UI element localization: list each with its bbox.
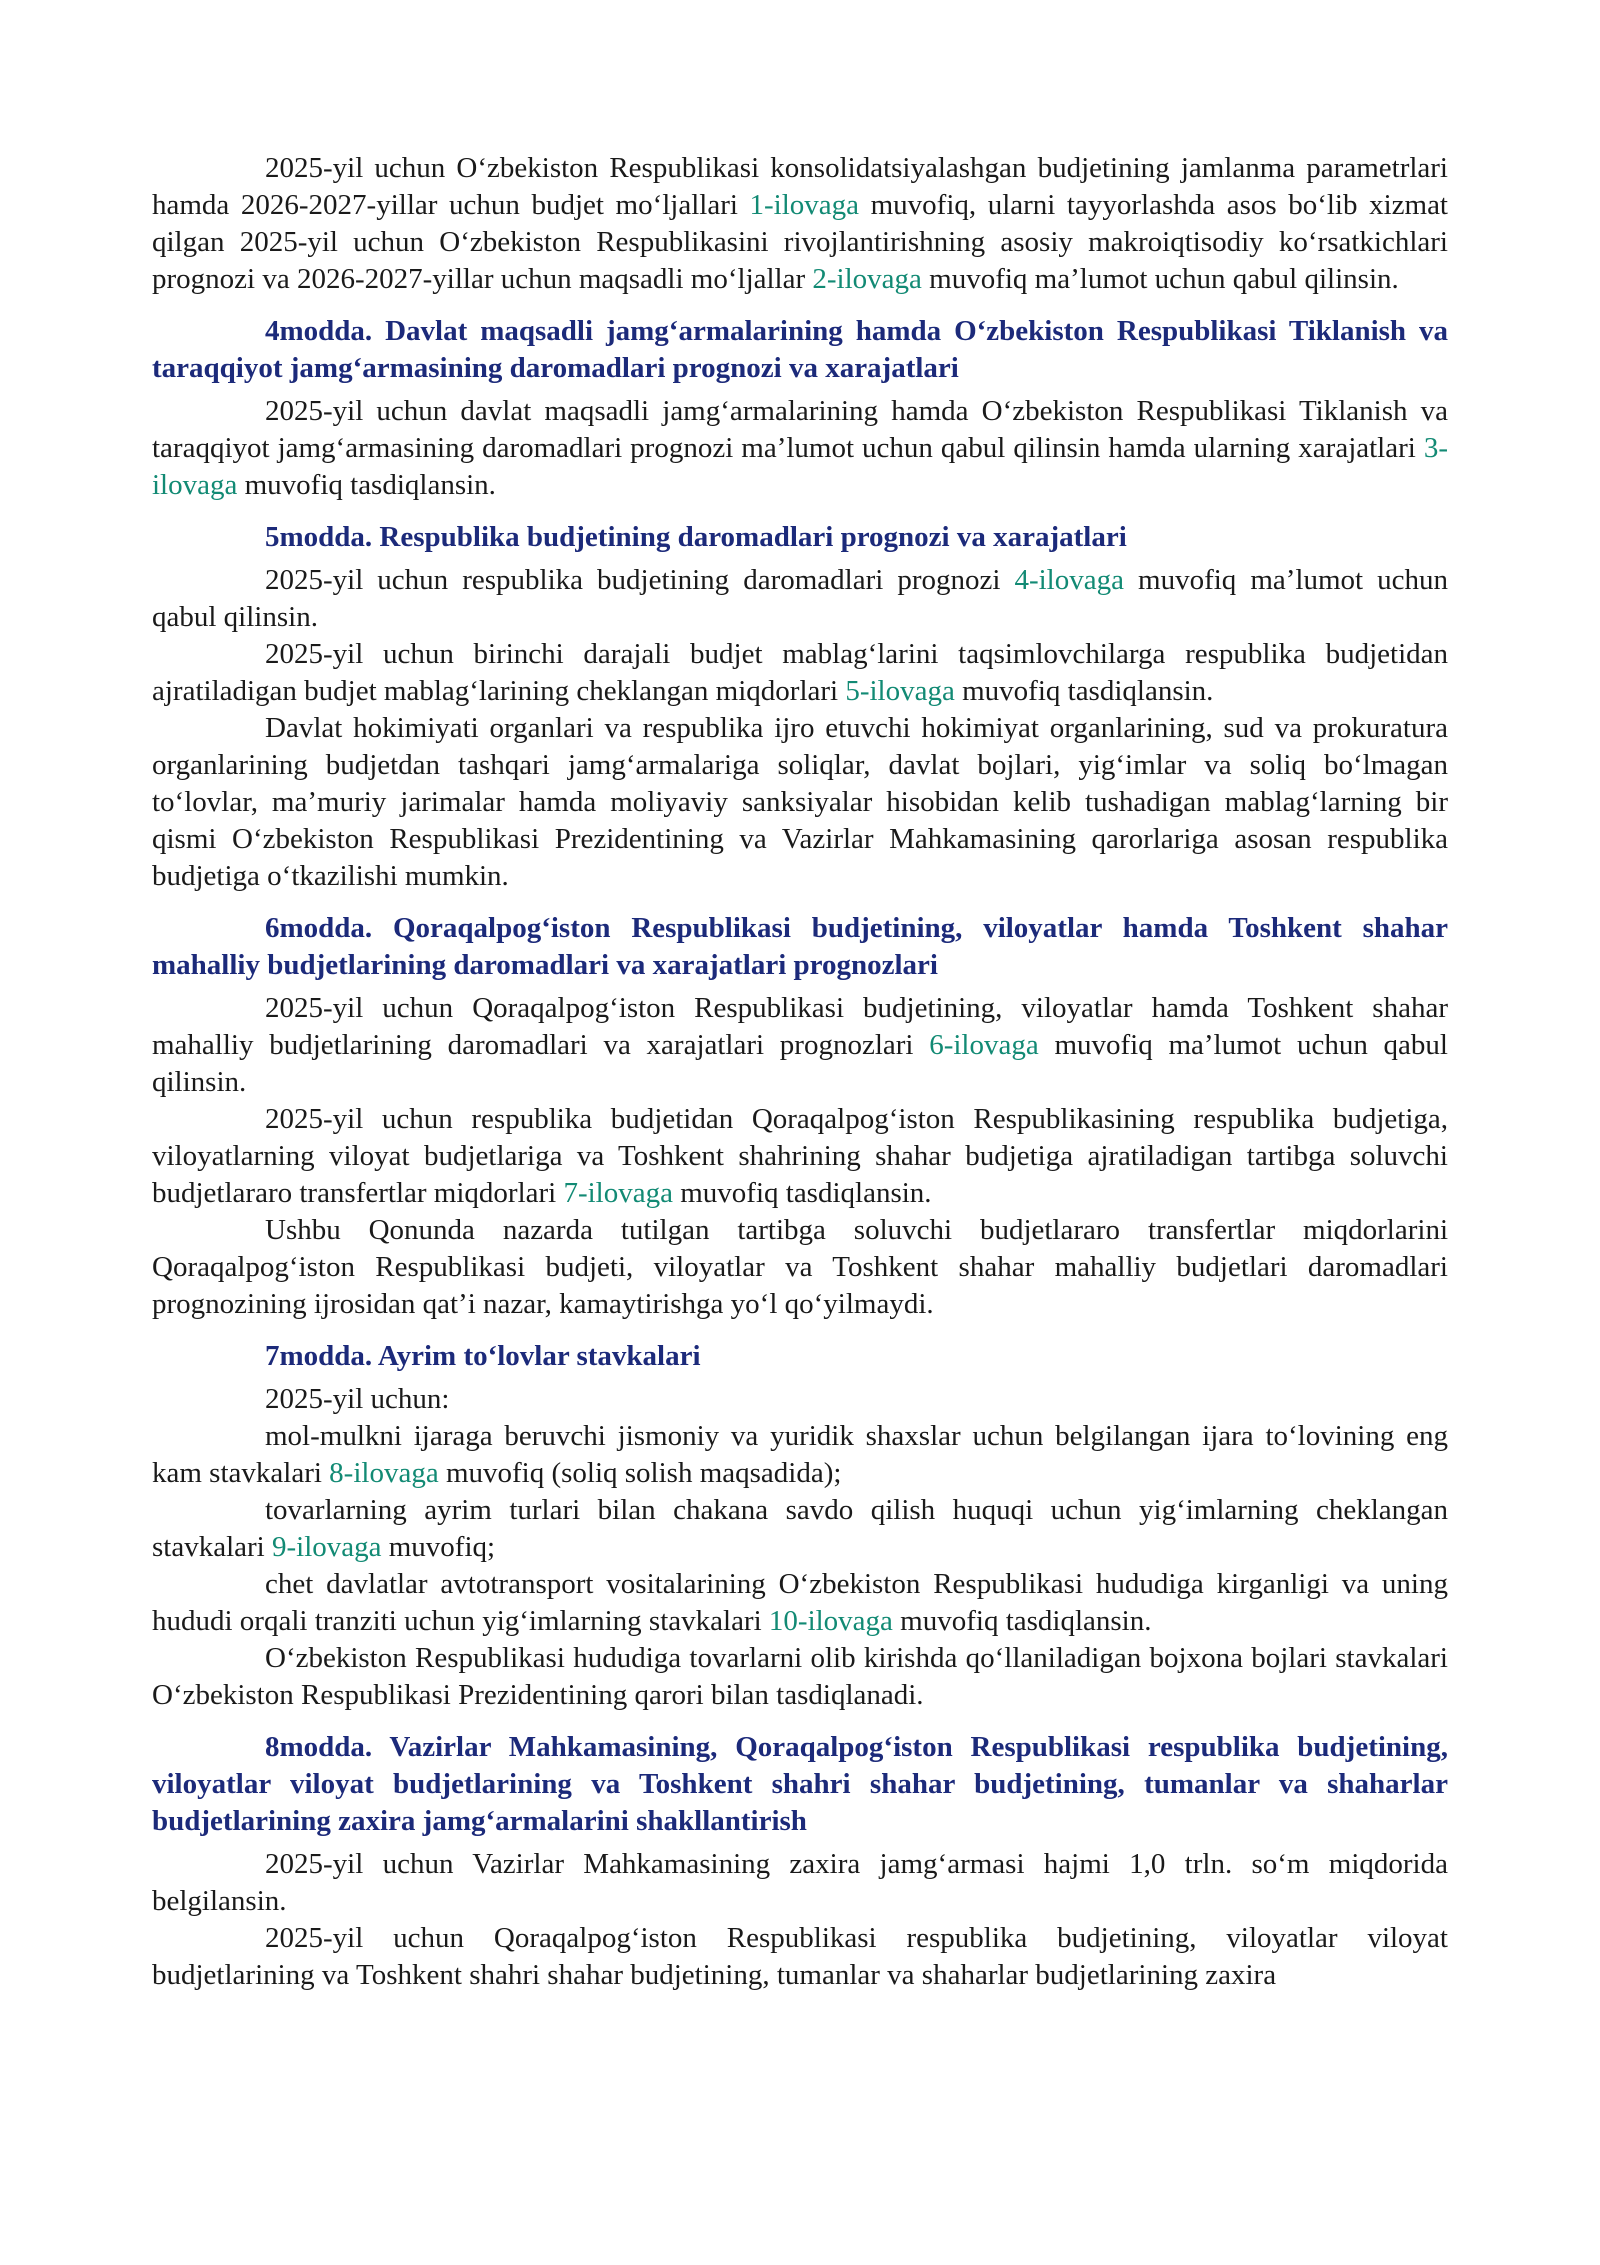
annex-5-link[interactable]: 5-ilovaga [845, 675, 955, 707]
paragraph-rent-rates: mol-mulkni ijaraga beruvchi jismoniy va yuridik shaxslar uchun belgilangan ijara to‘lovining eng kam stavkalari 8-ilovaga muvofiq (soliq solish maqsadida); [152, 1420, 1448, 1489]
annex-10-link[interactable]: 10-ilovaga [768, 1605, 893, 1637]
article-6-heading: 6modda. Qoraqalpog‘iston Respublikasi budjetining, viloyatlar hamda Toshkent shahar mahalliy budjetlarining daromadlari va xarajatlari prognozlari [152, 912, 1448, 981]
paragraph-reserve-fund: 2025-yil uchun Vazirlar Mahkamasining zaxira jamg‘armasi hajmi 1,0 trln. so‘m miqdorida belgilansin. [152, 1848, 1448, 1917]
annex-7-link[interactable]: 7-ilovaga [563, 1177, 673, 1209]
annex-6-link[interactable]: 6-ilovaga [929, 1029, 1039, 1061]
paragraph-republic-revenue: 2025-yil uchun respublika budjetining daromadlari prognozi 4-ilovaga muvofiq ma’lumot uchun qabul qilinsin. [152, 564, 1448, 633]
paragraph-transfers: 2025-yil uchun respublika budjetidan Qoraqalpog‘iston Respublikasining respublika budjetiga, viloyatlarning viloyat budjetlariga va Toshkent shahrining shahar budjetiga ajratiladigan tartibga soluvchi budjetlararo transfertlar miqdorlari 7-ilovaga muvofiq tasdiqlansin. [152, 1103, 1448, 1209]
paragraph-target-funds: 2025-yil uchun davlat maqsadli jamg‘armalarining hamda O‘zbekiston Respublikasi Tiklanish va taraqqiyot jamg‘armasining daromadlari prognozi ma’lumot uchun qabul qilinsin hamda ularning xarajatlari 3-ilovaga muvofiq tasdiqlansin. [152, 395, 1448, 501]
paragraph-local-budgets: 2025-yil uchun Qoraqalpog‘iston Respublikasi budjetining, viloyatlar hamda Toshkent shahar mahalliy budjetlarining daromadlari va xarajatlari prognozlari 6-ilovaga muvofiq ma’lumot uchun qabul qilinsin. [152, 992, 1448, 1098]
article-7-heading: 7modda. Ayrim to‘lovlar stavkalari [265, 1340, 701, 1372]
paragraph-extra-budget-funds: Davlat hokimiyati organlari va respublika ijro etuvchi hokimiyat organlarining, sud va prokuratura organlarining budjetdan tashqari jamg‘armalariga soliqlar, davlat bojlari, yig‘imlar va soliq bo‘lmagan to‘lovlar, ma’muriy jarimalar hamda moliyaviy sanksiyalar hisobidan kelib tushadigan mablag‘larning bir qismi O‘zbekiston Respublikasi Prezidentining va Vazirlar Mahkamasining qarorlariga asosan respublika budjetiga o‘tkazilishi mumkin. [152, 712, 1448, 892]
paragraph-customs-duties: O‘zbekiston Respublikasi hududiga tovarlarni olib kirishda qo‘llaniladigan bojxona bojlari stavkalari O‘zbekiston Respublikasi Prezidentining qarori bilan tasdiqlanadi. [152, 1642, 1448, 1711]
paragraph-retail-fees: tovarlarning ayrim turlari bilan chakana savdo qilish huquqi uchun yig‘imlarning cheklangan stavkalari 9-ilovaga muvofiq; [152, 1494, 1448, 1563]
article-8-heading: 8modda. Vazirlar Mahkamasining, Qoraqalpog‘iston Respublikasi respublika budjetining, viloyatlar viloyat budjetlarining va Toshkent shahri shahar budjetining, tumanlar va shaharlar budjetlarining zaxira jamg‘armalarini shakllantirish [152, 1731, 1448, 1837]
article-4-heading: 4modda. Davlat maqsadli jamg‘armalarining hamda O‘zbekiston Respublikasi Tiklanish va taraqqiyot jamg‘armasining daromadlari prognozi va xarajatlari [152, 315, 1448, 384]
annex-4-link[interactable]: 4-ilovaga [1014, 564, 1124, 596]
paragraph-regional-reserve: 2025-yil uchun Qoraqalpog‘iston Respublikasi respublika budjetining, viloyatlar viloyat budjetlarining va Toshkent shahri shahar budjetining, tumanlar va shaharlar budjetlarining zaxira [152, 1922, 1448, 1991]
annex-1-link[interactable]: 1-ilovaga [749, 189, 860, 221]
paragraph-transit-fees: chet davlatlar avtotransport vositalarining O‘zbekiston Respublikasi hududiga kirganligi va uning hududi orqali tranziti uchun yig‘imlarning stavkalari 10-ilovaga muvofiq tasdiqlansin. [152, 1568, 1448, 1637]
annex-3-link[interactable]: 3-ilovaga [152, 432, 1448, 501]
article-5-heading: 5modda. Respublika budjetining daromadlari prognozi va xarajatlari [265, 521, 1127, 553]
annex-8-link[interactable]: 8-ilovaga [329, 1457, 439, 1489]
annex-2-link[interactable]: 2-ilovaga [812, 263, 922, 295]
annex-9-link[interactable]: 9-ilovaga [271, 1531, 382, 1563]
document-page [152, 150, 1448, 1994]
paragraph-budget-limits: 2025-yil uchun birinchi darajali budjet mablag‘larini taqsimlovchilarga respublika budjetidan ajratiladigan budjet mablag‘larining cheklangan miqdorlari 5-ilovaga muvofiq tasdiqlansin. [152, 638, 1448, 707]
paragraph-year-intro: 2025-yil uchun: [265, 1383, 450, 1415]
paragraph-budget-parameters: 2025-yil uchun O‘zbekiston Respublikasi konsolidatsiyalashgan budjetining jamlanma parametrlari hamda 2026-2027-yillar uchun budjet mo‘ljallari 1-ilovaga muvofiq, ularni tayyorlashda asos bo‘lib xizmat qilgan 2025-yil uchun O‘zbekiston Respublikasini rivojlantirishning asosiy makroiqtisodiy ko‘rsatkichlari prognozi va 2026-2027-yillar uchun maqsadli mo‘ljallar 2-ilovaga muvofiq ma’lumot uchun qabul qilinsin. [152, 152, 1448, 295]
paragraph-transfers-note: Ushbu Qonunda nazarda tutilgan tartibga soluvchi budjetlararo transfertlar miqdorlarini Qoraqalpog‘iston Respublikasi budjeti, viloyatlar va Toshkent shahar mahalliy budjetlari daromadlari prognozining ijrosidan qat’i nazar, kamaytirishga yo‘l qo‘yilmaydi. [152, 1214, 1448, 1320]
